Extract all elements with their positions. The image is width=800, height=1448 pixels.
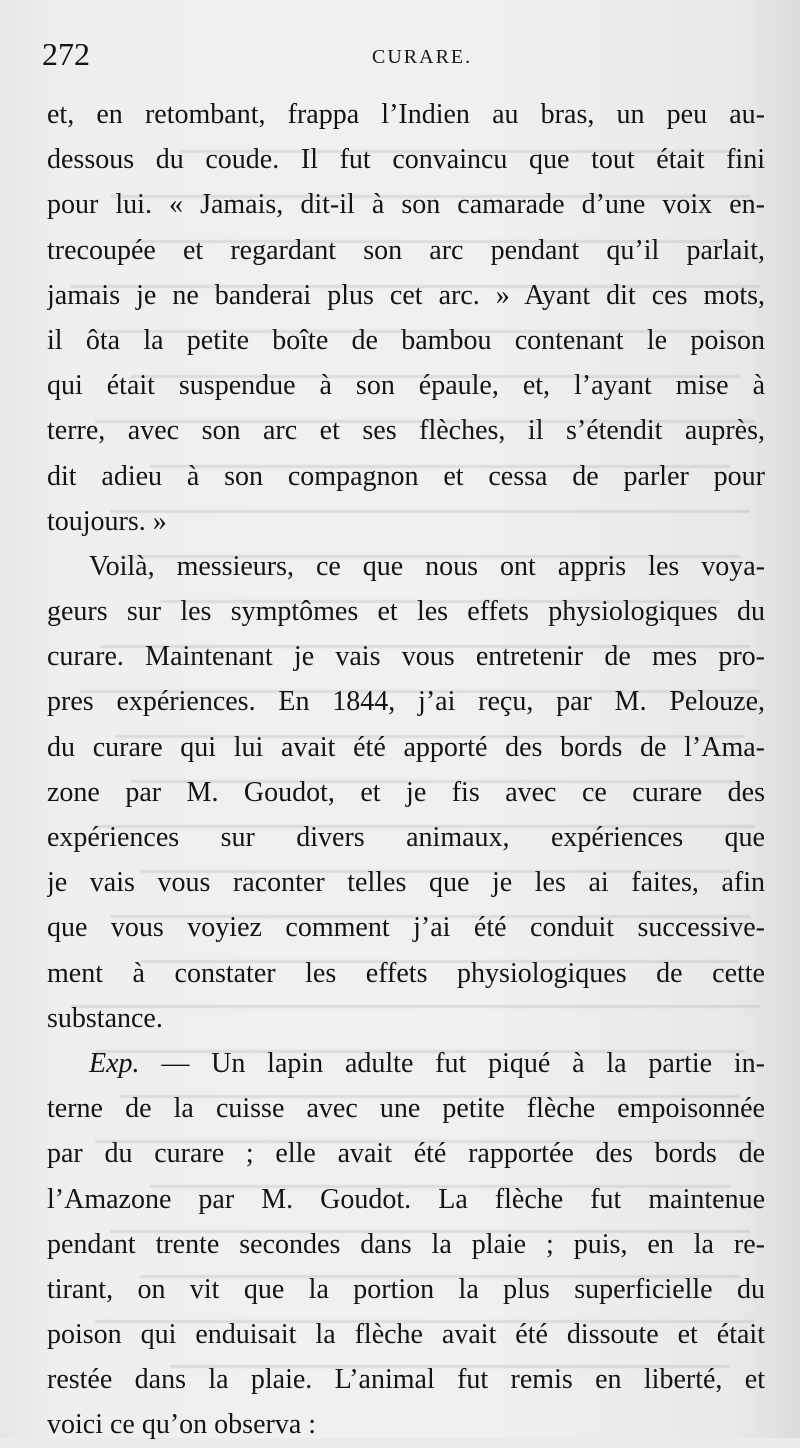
text-line: toujours. » [47,505,167,537]
running-head: CURARE. [372,46,473,68]
text-line: qui était suspendue à son épaule, et, l’ayant mise à [47,370,765,402]
text-line: pour lui. « Jamais, dit-il à son camarade d’une voix en- [47,189,765,221]
text-line: zone par M. Goudot, et je fis avec ce curare des [47,776,765,808]
text-line: expériences sur divers animaux, expériences que [47,822,765,853]
text-line: pres expériences. En 1844, j’ai reçu, par M. Pelouze, [47,686,765,718]
experiment-label: Exp. [89,1047,140,1079]
text-line: trecoupée et regardant son arc pendant qu’il parlait, [47,234,765,266]
text-line: que vous voyiez comment j’ai été conduit successive- [47,912,765,944]
text-line [47,1041,765,1086]
text-line: je vais vous raconter telles que je les ai faites, afin [47,867,765,899]
text-line: curare. Maintenant je vais vous entretenir de mes pro- [47,641,765,673]
text-span: — Un lapin adulte fut piqué à la partie in- [139,1047,765,1079]
text-line: substance. [47,1002,163,1034]
text-line: et, en retombant, frappa l’Indien au bras, un peu au- [47,99,765,130]
text-line: jamais je ne banderai plus cet arc. » Ayant dit ces mots, [47,279,765,311]
text-line: dessous du coude. Il fut convaincu que tout était fini [47,144,765,176]
page-number: 272 [42,36,90,72]
page-header [42,36,760,86]
text-line: par du curare ; elle avait été rapportée des bords de [47,1138,765,1170]
text-line: poison qui enduisait la flèche avait été dissoute et était [47,1319,765,1351]
paragraph-3 [47,1041,765,1448]
text-line: terne de la cuisse avec une petite flèche empoisonnée [47,1093,765,1125]
text-line: dit adieu à son compagnon et cessa de parler pour [47,460,765,492]
body-text [47,92,765,1448]
text-line: voici ce qu’on observa : [47,1409,317,1441]
text-line: terre, avec son arc et ses flèches, il s’étendit auprès, [47,415,765,447]
paragraph-2 [47,544,765,1041]
text-line: Voilà, messieurs, ce que nous ont appris les voya- [89,550,765,582]
text-line: du curare qui lui avait été apporté des bords de l’Ama- [47,731,765,763]
text-line: l’Amazone par M. Goudot. La flèche fut maintenue [47,1183,765,1215]
text-line: pendant trente secondes dans la plaie ; puis, en la re- [47,1228,765,1260]
text-line: ment à constater les effets physiologiques de cette [47,957,765,989]
paragraph-1 [47,92,765,544]
text-line: restée dans la plaie. L’animal fut remis en liberté, et [47,1364,765,1396]
text-line: tirant, on vit que la portion la plus superficielle du [47,1273,765,1305]
text-line: geurs sur les symptômes et les effets physiologiques du [47,596,765,628]
text-line: il ôta la petite boîte de bambou contenant le poison [47,324,765,356]
